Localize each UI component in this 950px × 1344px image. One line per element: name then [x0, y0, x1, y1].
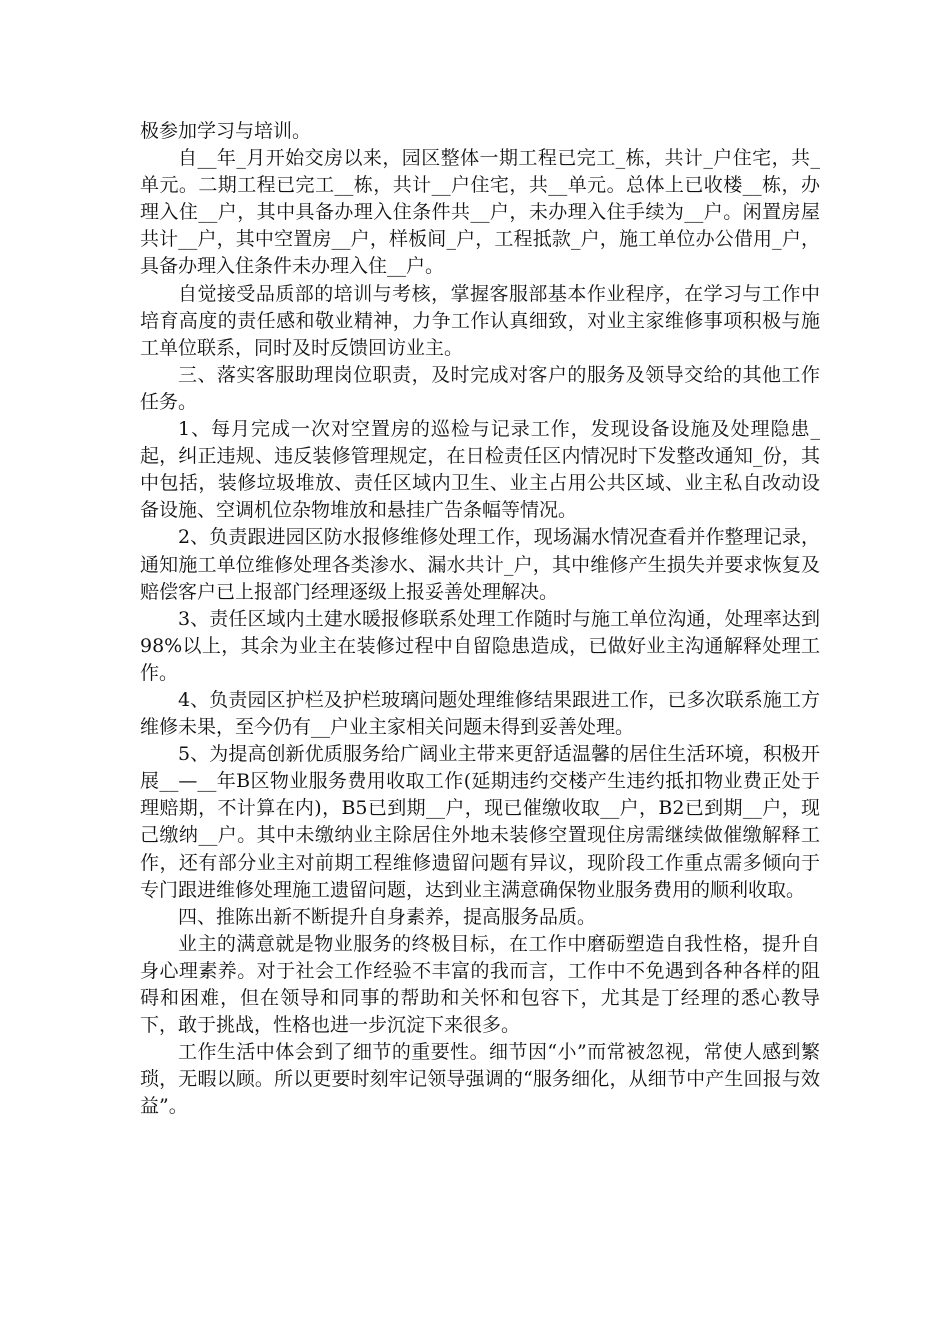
paragraph-continued: 极参加学习与培训。	[140, 120, 312, 142]
paragraph-details: 工作生活中体会到了细节的重要性。细节因“小”而常被忽视，常使人感到繁琐，无暇以顾。所以更要时刻牢记领导强调的“服务细化，从细节中产生回报与效益”。	[140, 1041, 820, 1118]
paragraph-satisfaction: 业主的满意就是物业服务的终极目标，在工作中磨砺塑造自我性格，提升自身心理素养。对于社会工作经验不丰富的我而言，工作中不免遇到各种各样的阻碍和困难，但在领导和同事的帮助和关怀和包容下，尤其是丁经理的悉心教导下，敢于挑战，性格也进一步沉淀下来很多。	[140, 932, 820, 1037]
paragraph-item-4: 4、负责园区护栏及护栏玻璃问题处理维修结果跟进工作，已多次联系施工方维修未果，至今仍有__户业主家相关问题未得到妥善处理。	[140, 688, 820, 739]
paragraph-housing-stats: 自__年_月开始交房以来，园区整体一期工程已完工_栋，共计_户住宅，共_单元。二期工程已完工__栋，共计__户住宅，共__单元。总体上已收楼__栋，办理入住__户，其中具备办理入住条件共__户，未办理入住手续为__户。闲置房屋共计__户，其中空置房__户，样板间_户，工程抵款_户，施工单位办公借用_户，具备办理入住条件未办理入住__户。	[140, 147, 820, 278]
paragraph-item-5: 5、为提高创新优质服务给广阔业主带来更舒适温馨的居住生活环境，积极开展__—__年B区物业服务费用收取工作(延期违约交楼产生违约抵扣物业费正处于理赔期，不计算在内)，B5已到期__户，现已催缴收取__户，B2已到期__户，现己缴纳__户。其中未缴纳业主除居住外地未装修空置现住房需继续做催缴解释工作，还有部分业主对前期工程维修遗留问题有异议，现阶段工作重点需多倾向于专门跟进维修处理施工遗留问题，达到业主满意确保物业服务费用的顺利收取。	[140, 743, 820, 901]
section-heading-duties: 三、落实客服助理岗位职责，及时完成对客户的服务及领导交给的其他工作任务。	[140, 363, 820, 413]
paragraph-training: 自觉接受品质部的培训与考核，掌握客服部基本作业程序，在学习与工作中培育高度的责任感和敬业精神，力争工作认真细致，对业主家维修事项积极与施工单位联系，同时及时反馈回访业主。	[140, 282, 820, 359]
section-heading-improvement: 四、推陈出新不断提升自身素养，提高服务品质。	[178, 905, 597, 928]
paragraph-item-3: 3、责任区域内土建水暖报修联系处理工作随时与施工单位沟通，处理率达到98%以上，其余为业主在装修过程中自留隐患造成，已做好业主沟通解释处理工作。	[140, 607, 820, 684]
paragraph-item-2: 2、负责跟进园区防水报修维修处理工作，现场漏水情况查看并作整理记录，通知施工单位维修处理各类渗水、漏水共计_户，其中维修产生损失并要求恢复及赔偿客户已上报部门经理逐级上报妥善处理解决。	[140, 526, 820, 603]
document-body	[140, 118, 820, 1120]
paragraph-item-1: 1、每月完成一次对空置房的巡检与记录工作，发现设备设施及处理隐患_起，纠正违规、违反装修管理规定，在日检责任区内情况时下发整改通知_份，其中包括，装修垃圾堆放、责任区域内卫生、业主占用公共区域、业主私自改动设备设施、空调机位杂物堆放和悬挂广告条幅等情况。	[140, 418, 820, 522]
